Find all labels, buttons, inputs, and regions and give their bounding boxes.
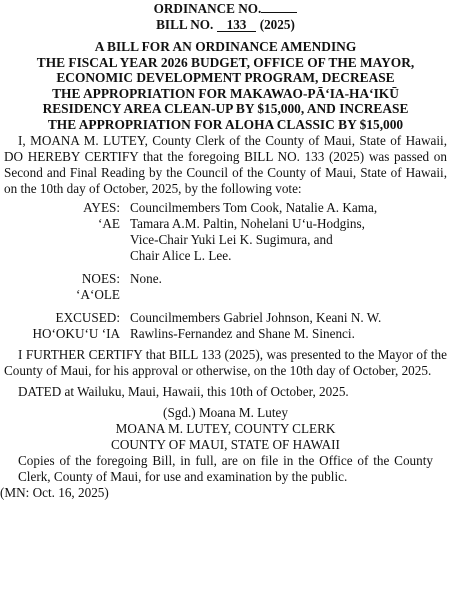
signature-block — [4, 405, 447, 453]
ayes-row — [4, 200, 447, 264]
bill-prefix: BILL NO. — [156, 17, 214, 32]
ayes-name-line: Tamara A.M. Paltin, Nohelani U‘u-Hodgins, — [130, 215, 365, 231]
excused-label-english: EXCUSED: — [55, 309, 120, 325]
excused-name-line: Rawlins-Fernandez and Shane M. Sinenci. — [130, 325, 355, 341]
excused-label-hawaiian: HO‘OKU‘U ‘IA — [32, 325, 120, 341]
noes-name-line: None. — [130, 270, 162, 286]
bill-number-line — [4, 17, 447, 33]
ayes-label — [4, 200, 130, 264]
title-line: THE APPROPRIATION FOR MAKAWAO-PĀ‘IA-HA‘IKŪ — [52, 85, 399, 101]
signature-name: MOANA M. LUTEY, COUNTY CLERK — [115, 420, 336, 436]
noes-names — [130, 271, 447, 303]
excused-names — [130, 310, 447, 342]
ayes-names — [130, 200, 447, 264]
signature-office: COUNTY OF MAUI, STATE OF HAWAII — [111, 436, 340, 452]
noes-label — [4, 271, 130, 303]
excused-label — [4, 310, 130, 342]
copies-notice: Copies of the foregoing Bill, in full, are on file in the Office of the County Clerk, County of Maui, for use and examination by the public. — [18, 452, 433, 484]
noes-row — [4, 271, 447, 303]
publication-note: (MN: Oct. 16, 2025) — [0, 484, 109, 500]
bill-number: 133 — [217, 18, 257, 32]
bill-header — [4, 0, 447, 33]
ayes-name-line: Chair Alice L. Lee. — [130, 247, 232, 263]
ordinance-line — [4, 0, 447, 17]
dated-paragraph: DATED at Wailuku, Maui, Hawaii, this 10th of October, 2025. — [18, 383, 349, 399]
title-line: RESIDENCY AREA CLEAN-UP BY $15,000, AND INCREASE — [42, 101, 409, 117]
ayes-name-line: Vice-Chair Yuki Lei K. Sugimura, and — [130, 231, 333, 247]
excused-row — [4, 310, 447, 342]
signature-sgd: (Sgd.) Moana M. Lutey — [163, 404, 288, 420]
certification-paragraph: I, MOANA M. LUTEY, County Clerk of the County of Maui, State of Hawaii, DO HEREBY CERTIFY that the foregoing BILL NO. 133 (2025) was passed on Second and Final Reading by the Council of the County of Maui, State of Hawaii, on the 10th day of October, 2025, by the following vote: — [4, 132, 447, 196]
further-certification-paragraph: I FURTHER CERTIFY that BILL 133 (2025), was presented to the Mayor of the County of Maui, for his approval or otherwise, on the 10th day of October, 2025. — [4, 346, 447, 378]
ayes-label-hawaiian: ‘AE — [98, 215, 120, 231]
ayes-name-line: Councilmembers Tom Cook, Natalie A. Kama, — [130, 199, 378, 215]
ordinance-number-blank — [261, 0, 297, 13]
bill-title — [4, 39, 447, 133]
title-line: THE APPROPRIATION FOR ALOHA CLASSIC BY $15,000 — [47, 116, 404, 132]
title-line: ECONOMIC DEVELOPMENT PROGRAM, DECREASE — [56, 70, 395, 86]
excused-name-line: Councilmembers Gabriel Johnson, Keani N. W. — [130, 309, 382, 325]
title-line: THE FISCAL YEAR 2026 BUDGET, OFFICE OF THE MAYOR, — [36, 54, 415, 70]
title-line: A BILL FOR AN ORDINANCE AMENDING — [94, 39, 357, 54]
bill-year: (2025) — [259, 17, 295, 32]
noes-label-english: NOES: — [81, 270, 120, 286]
ordinance-label: ORDINANCE NO. — [153, 1, 262, 16]
ayes-label-english: AYES: — [83, 199, 120, 215]
noes-label-hawaiian: ‘A‘OLE — [76, 286, 120, 302]
